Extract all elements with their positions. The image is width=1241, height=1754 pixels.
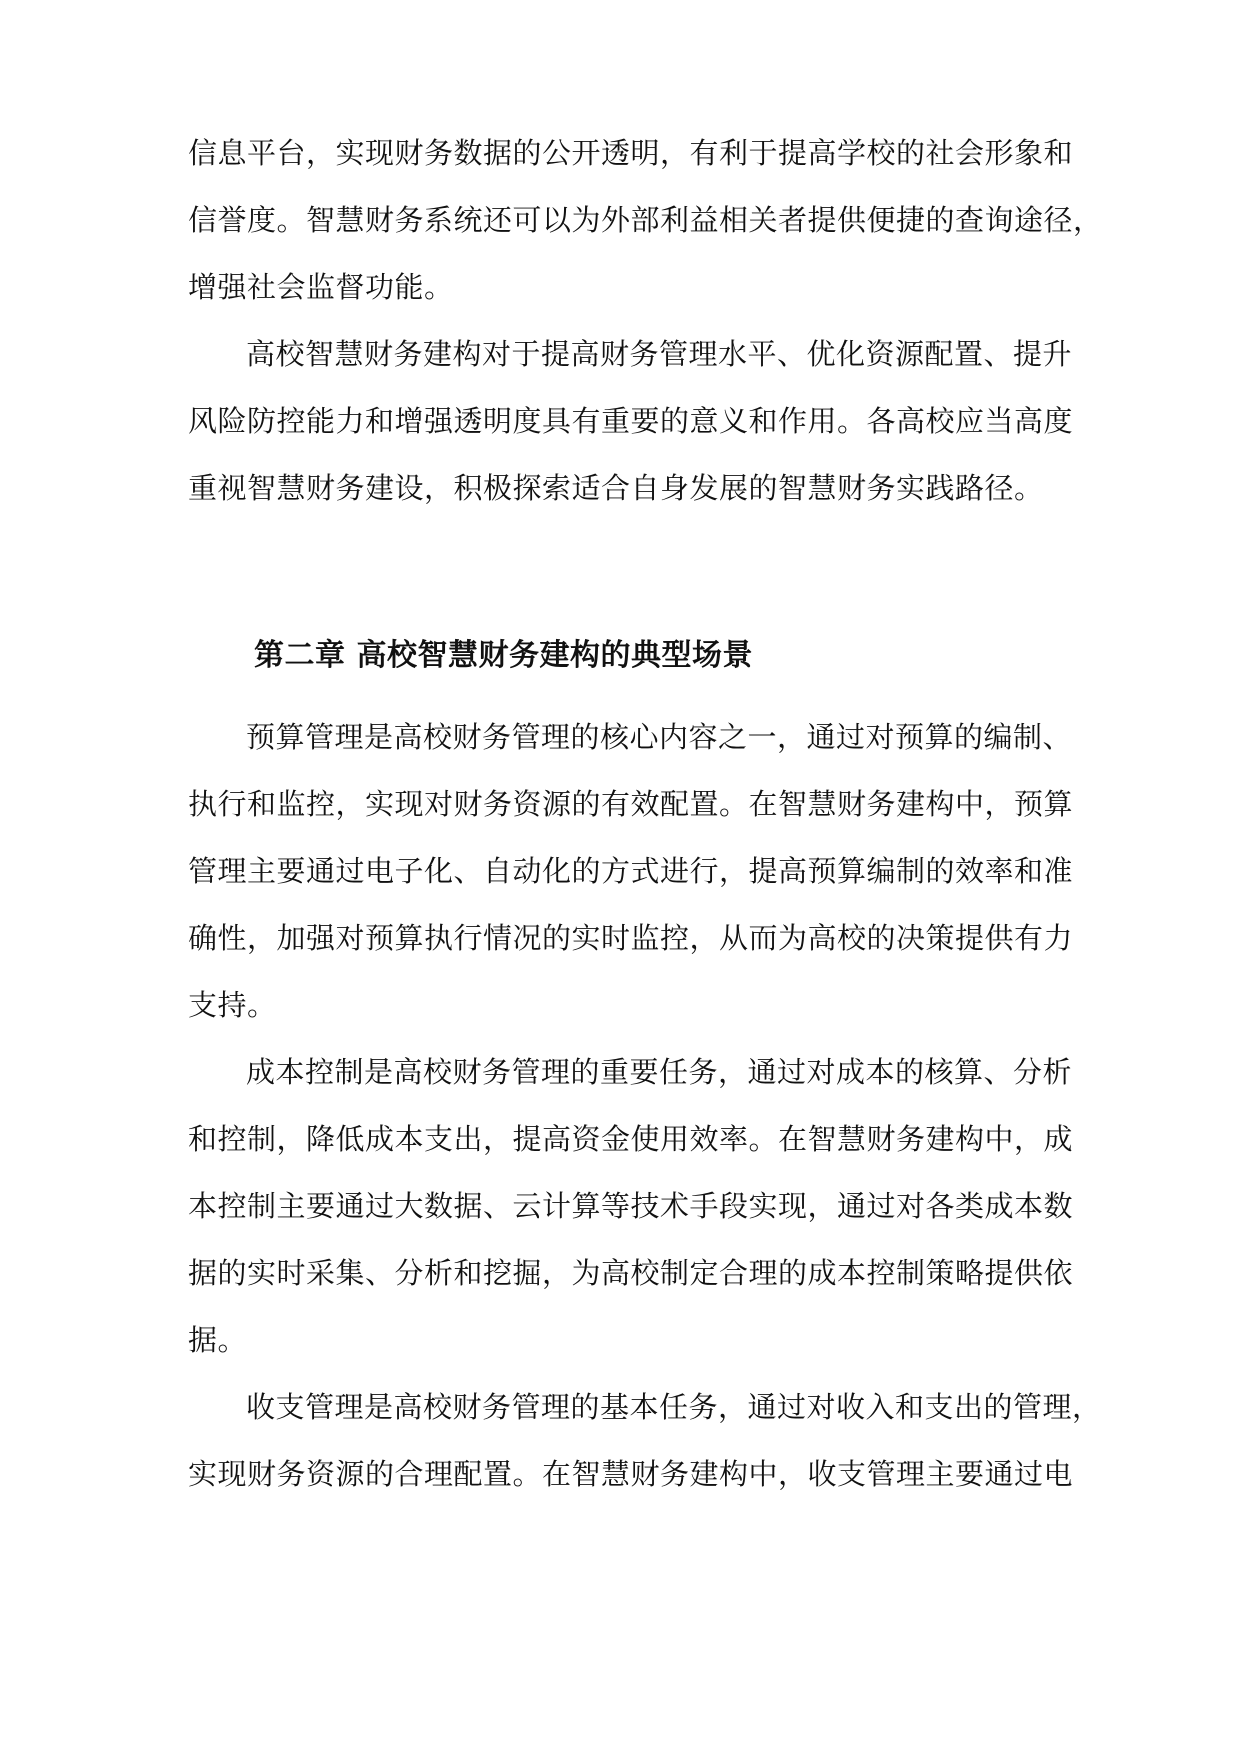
text-line: 管理主要通过电子化、自动化的方式进行，提高预算编制的效率和准 bbox=[188, 854, 1074, 888]
text-line: 实现财务资源的合理配置。在智慧财务建构中，收支管理主要通过电 bbox=[188, 1457, 1074, 1491]
chapter-heading: 第二章 高校智慧财务建构的典型场景 bbox=[254, 638, 753, 673]
text-line: 执行和监控，实现对财务资源的有效配置。在智慧财务建构中，预算 bbox=[188, 787, 1074, 821]
text-line: 预算管理是高校财务管理的核心内容之一，通过对预算的编制、 bbox=[246, 720, 1073, 754]
text-line: 收支管理是高校财务管理的基本任务，通过对收入和支出的管理， bbox=[246, 1390, 1102, 1424]
text-line: 和控制，降低成本支出，提高资金使用效率。在智慧财务建构中，成 bbox=[188, 1122, 1074, 1156]
text-line: 信誉度。智慧财务系统还可以为外部利益相关者提供便捷的查询途径， bbox=[188, 203, 1103, 237]
text-line: 信息平台，实现财务数据的公开透明，有利于提高学校的社会形象和 bbox=[188, 136, 1074, 170]
text-line: 风险防控能力和增强透明度具有重要的意义和作用。各高校应当高度 bbox=[188, 404, 1074, 438]
text-line: 本控制主要通过大数据、云计算等技术手段实现，通过对各类成本数 bbox=[188, 1189, 1074, 1223]
text-line: 高校智慧财务建构对于提高财务管理水平、优化资源配置、提升 bbox=[246, 337, 1073, 371]
text-line: 确性，加强对预算执行情况的实时监控，从而为高校的决策提供有力 bbox=[188, 921, 1074, 955]
text-line: 成本控制是高校财务管理的重要任务，通过对成本的核算、分析 bbox=[246, 1055, 1073, 1089]
text-line: 重视智慧财务建设，积极探索适合自身发展的智慧财务实践路径。 bbox=[188, 471, 1044, 505]
text-line: 增强社会监督功能。 bbox=[188, 270, 454, 304]
text-line: 据。 bbox=[188, 1323, 248, 1357]
text-line: 支持。 bbox=[188, 988, 277, 1022]
text-line: 据的实时采集、分析和挖掘，为高校制定合理的成本控制策略提供依 bbox=[188, 1256, 1074, 1290]
